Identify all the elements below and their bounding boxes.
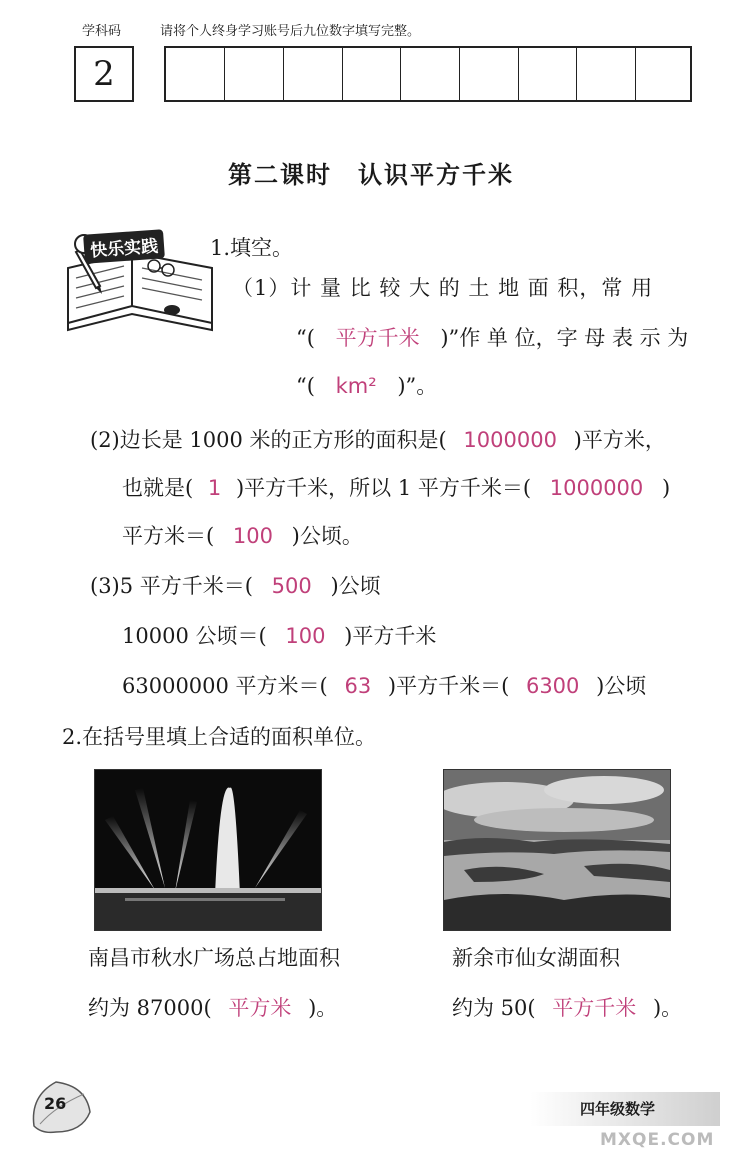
q1-p3-line2: [122, 620, 436, 650]
q1-p3-line1: [90, 570, 381, 600]
answer: 平方米: [228, 996, 292, 1020]
answer: 1: [207, 476, 222, 500]
fountain-photo: [94, 769, 322, 931]
q1-p2-line2: [122, 472, 670, 502]
text: )公顷。: [291, 524, 363, 548]
text: )”作 单 位，字 母 表 示 为: [440, 326, 689, 350]
text: )平方千米: [344, 624, 437, 648]
digit-cell[interactable]: [518, 48, 519, 100]
q1-p1-line3: [296, 370, 437, 400]
subject-code-value: 2: [93, 54, 115, 94]
q2-right-caption-2: [452, 992, 682, 1022]
page-number-badge: [26, 1076, 96, 1136]
text: )平方米，: [573, 428, 666, 452]
digit-cell[interactable]: [342, 48, 343, 100]
q1-p1-line1: （1）计 量 比 较 大 的 土 地 面 积，常 用: [232, 276, 654, 300]
answer: 1000000: [549, 476, 644, 500]
happy-practice-badge: [62, 228, 222, 340]
answer-unit-name: 平方千米: [335, 326, 420, 350]
lake-photo: [443, 769, 671, 931]
lesson-title: 第二课时 认识平方千米: [228, 161, 514, 189]
account-digit-boxes[interactable]: [164, 46, 692, 102]
digit-cell[interactable]: [459, 48, 460, 100]
text: )平方千米，所以 1 平方千米＝(: [235, 476, 532, 500]
subject-code-box: [74, 46, 134, 102]
page-number: 26: [44, 1094, 67, 1113]
text: )平方千米＝(: [387, 674, 510, 698]
answer: 6300: [525, 674, 580, 698]
digit-cell[interactable]: [635, 48, 636, 100]
answer: 100: [232, 524, 273, 548]
text: 63000000 平方米＝(: [122, 674, 328, 698]
text: 约为 87000(: [88, 996, 212, 1020]
text: 10000 公顷＝(: [122, 624, 267, 648]
site-watermark: MXQE.COM: [600, 1130, 715, 1150]
digit-cell[interactable]: [283, 48, 284, 100]
badge-label: 快乐实践: [83, 229, 165, 264]
q2-heading: 2.在括号里填上合适的面积单位。: [62, 725, 377, 749]
q1-p2-line3: [122, 520, 363, 550]
q2-right-caption-1: 新余市仙女湖面积: [452, 946, 620, 970]
digit-cell[interactable]: [576, 48, 577, 100]
text: 约为 50(: [452, 996, 536, 1020]
answer: 100: [285, 624, 326, 648]
digit-cell[interactable]: [224, 48, 225, 100]
answer-unit-symbol: km²: [335, 374, 377, 398]
q1-p3-line3: [122, 670, 646, 700]
answer: 500: [271, 574, 312, 598]
q1-p2-line1: [90, 424, 666, 454]
answer: 63: [344, 674, 372, 698]
text: 平方米＝(: [122, 524, 215, 548]
account-instruction: 请将个人终身学习账号后九位数字填写完整。: [160, 24, 421, 39]
q1-p1-line2: [296, 322, 688, 352]
text: “(: [296, 374, 315, 398]
answer: 平方千米: [552, 996, 637, 1020]
text: (2)边长是 1000 米的正方形的面积是(: [90, 428, 447, 452]
text: ): [661, 476, 671, 500]
text: )。: [652, 996, 683, 1020]
text: )公顷: [596, 674, 647, 698]
subject-code-label: 学科码: [82, 24, 122, 39]
q2-left-caption-2: [88, 992, 337, 1022]
digit-cell[interactable]: [400, 48, 401, 100]
text: “(: [296, 326, 315, 350]
book-label: 四年级数学: [580, 1100, 656, 1118]
q1-heading: 1.填空。: [210, 236, 294, 260]
text: )公顷: [330, 574, 381, 598]
text: (3)5 平方千米＝(: [90, 574, 253, 598]
text: 也就是(: [122, 476, 194, 500]
text: )。: [308, 996, 338, 1020]
text: )”。: [397, 374, 438, 398]
answer: 1000000: [463, 428, 557, 452]
q2-left-caption-1: 南昌市秋水广场总占地面积: [88, 946, 340, 970]
